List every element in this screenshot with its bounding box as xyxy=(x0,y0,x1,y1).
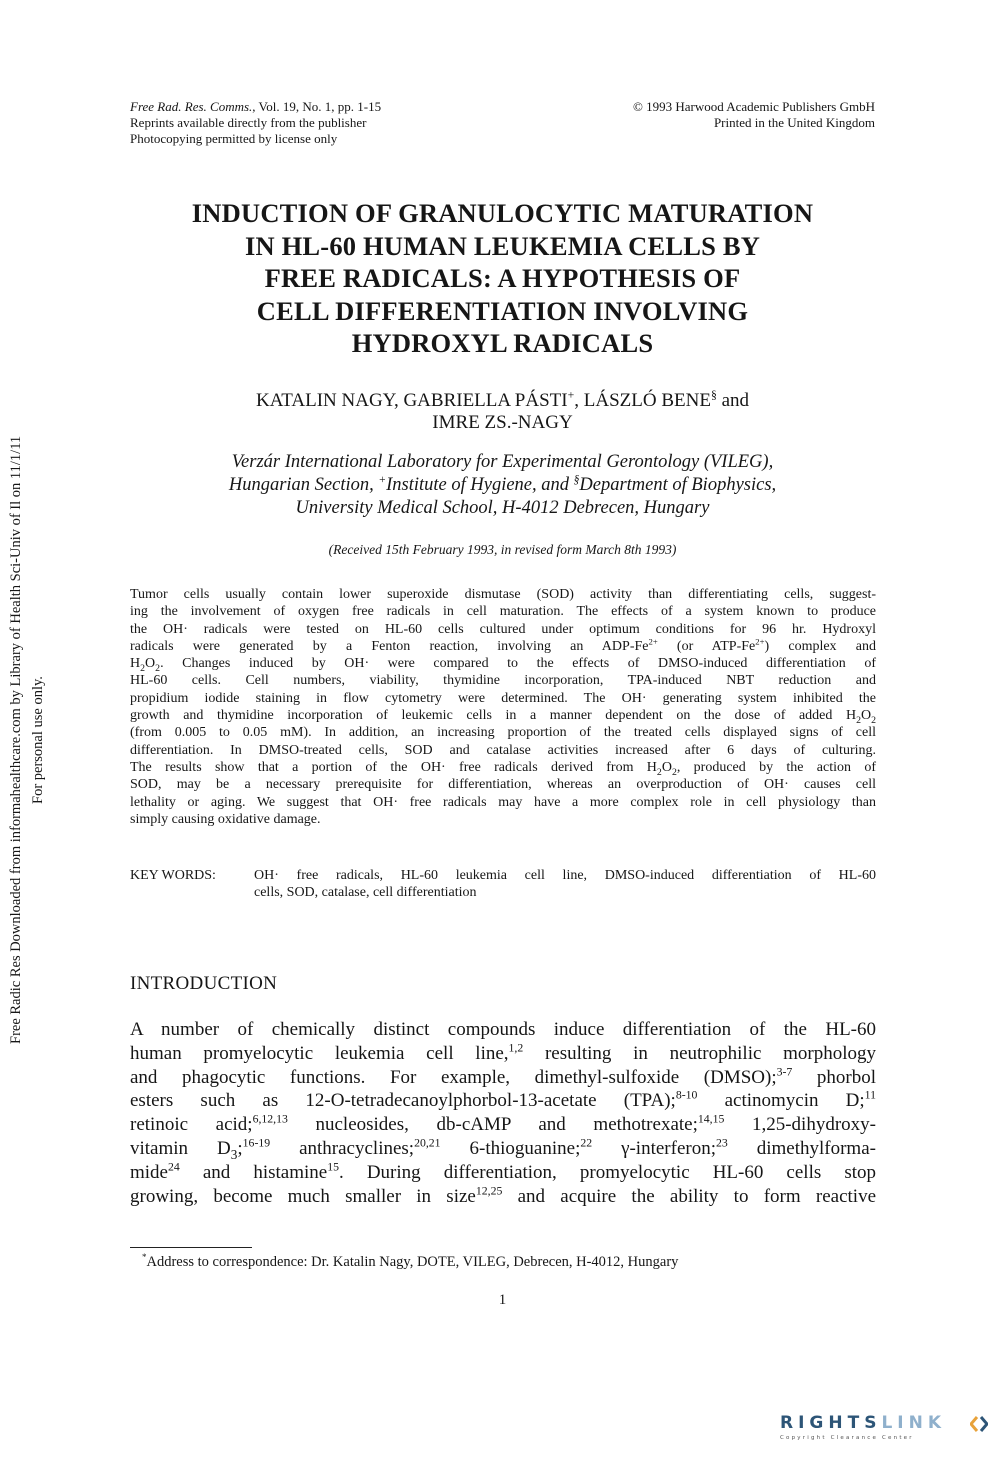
footnote-divider xyxy=(130,1247,252,1248)
journal-name: Free Rad. Res. Comms. xyxy=(130,99,253,114)
abstract xyxy=(130,586,876,828)
citation: 3-7 xyxy=(776,1065,793,1079)
subscript: 2 xyxy=(871,714,876,726)
logo-word-light: LINK xyxy=(881,1413,946,1433)
subscript: 2 xyxy=(856,714,861,726)
t: esters such as 12-O-tetradecanoylphorbol-13-acetate (TPA); xyxy=(130,1090,676,1112)
citation: 8-10 xyxy=(675,1089,698,1103)
citation: 23 xyxy=(716,1136,728,1150)
watermark-line-2: For personal use only. xyxy=(30,676,46,804)
intro-line xyxy=(130,1185,876,1209)
title-line: FREE RADICALS: A HYPOTHESIS OF xyxy=(264,263,741,293)
citation: 15 xyxy=(327,1160,339,1174)
t: vitamin D xyxy=(130,1137,231,1159)
t: resulting in neutrophilic morphology xyxy=(523,1042,876,1064)
printed-line: Printed in the United Kingdom xyxy=(713,115,875,130)
t: , produced by the action of xyxy=(676,759,876,775)
keywords-body xyxy=(254,867,876,902)
subscript: 2 xyxy=(671,766,677,778)
article-title xyxy=(130,197,875,360)
t: and phagocytic functions. For example, dimethyl-sulfoxide (DMSO); xyxy=(130,1066,777,1088)
keywords-line: cells, SOD, catalase, cell differentiation xyxy=(254,885,477,901)
subscript: 2 xyxy=(140,662,146,674)
author-mark: § xyxy=(710,388,717,402)
affil-text: Hungarian Section, xyxy=(228,475,379,495)
citation: 24 xyxy=(168,1160,180,1174)
abstract-line xyxy=(130,707,876,724)
abstract-line: the OH· radicals were tested on HL-60 cells cultured under optimum conditions for 96 hr. Hydroxyl xyxy=(130,621,876,637)
title-line: IN HL-60 HUMAN LEUKEMIA CELLS BY xyxy=(244,230,761,261)
ion-charge: 2+ xyxy=(755,636,765,647)
intro-line xyxy=(130,1066,876,1090)
author-list xyxy=(130,390,875,434)
citation: 12,25 xyxy=(475,1184,503,1198)
t: anthracyclines; xyxy=(270,1137,415,1159)
logo-arrows-icon xyxy=(970,1415,988,1433)
subscript: 2 xyxy=(656,766,662,778)
journal-volume: , Vol. 19, No. 1, pp. 1-15 xyxy=(252,99,382,114)
logo-wordmark xyxy=(780,1413,946,1433)
rightslink-logo[interactable] xyxy=(780,1413,990,1447)
t: and acquire the ability to form reactive xyxy=(502,1185,877,1207)
citation: 14,15 xyxy=(697,1112,725,1126)
abstract-line xyxy=(130,638,876,655)
subscript: 2 xyxy=(155,662,161,674)
intro-line xyxy=(130,1089,876,1113)
author-mark: + xyxy=(567,388,575,402)
footnote xyxy=(142,1254,678,1271)
affiliation xyxy=(130,451,875,520)
abstract-line: propidium iodide staining in flow cytometry were determined. The OH· generating system inhibited the xyxy=(130,690,876,706)
author-text: , LÁSZLÓ BENE xyxy=(574,390,711,411)
received-dates: (Received 15th February 1993, in revised form March 8th 1993) xyxy=(328,542,677,557)
t: growth and thymidine incorporation of leukemic cells in a manner dependent on the dose of added H xyxy=(130,708,857,724)
section-heading-introduction: INTRODUCTION xyxy=(130,973,278,994)
ion-charge: 2+ xyxy=(648,636,658,647)
affil-text: Department of Biophysics, xyxy=(579,475,777,495)
t: phorbol xyxy=(792,1066,876,1088)
intro-line xyxy=(130,1042,876,1066)
affiliation-line-1: Verzár International Laboratory for Experimental Gerontology (VILEG), xyxy=(231,452,774,472)
abstract-line: (from 0.005 to 0.05 mM). In addition, an increasing proportion of the treated cells displayed signs of cell xyxy=(130,725,876,741)
abstract-line: HL-60 cells. Cell numbers, viability, thymidine incorporation, TPA-induced NBT reduction and xyxy=(130,673,876,689)
logo-word-dark: RIGHTS xyxy=(780,1413,882,1433)
title-line: CELL DIFFERENTIATION INVOLVING xyxy=(256,295,749,326)
t: γ-interferon; xyxy=(592,1137,716,1159)
journal-header xyxy=(130,99,381,147)
abstract-line: ing the involvement of oxygen free radicals in cell maturation. The effects of a system known to produce xyxy=(130,604,876,620)
affiliation-line-3: University Medical School, H-4012 Debrecen, Hungary xyxy=(295,498,710,518)
t: O xyxy=(145,656,156,672)
t: retinoic acid; xyxy=(130,1114,253,1136)
t: ; xyxy=(237,1137,243,1159)
affiliation-line-2 xyxy=(130,474,875,497)
subscript: 3 xyxy=(230,1146,238,1162)
title-line: INDUCTION OF GRANULOCYTIC MATURATION xyxy=(191,198,814,228)
abstract-line: differentiation. In DMSO-treated cells, SOD and catalase activities increased after 6 days of culturing. xyxy=(130,742,876,758)
abstract-line: lethality or aging. We suggest that OH· free radicals may have a more complex role in cell physiology than xyxy=(130,794,876,810)
download-watermark xyxy=(5,380,51,1100)
citation: 22 xyxy=(580,1136,593,1150)
t: mide xyxy=(130,1161,168,1183)
t: and histamine xyxy=(179,1161,328,1183)
t: O xyxy=(661,759,672,775)
introduction-text xyxy=(130,1018,876,1208)
author-text: KATALIN NAGY, GABRIELLA PÁSTI xyxy=(255,390,568,411)
photocopy-note: Photocopying permitted by license only xyxy=(130,131,338,146)
authors-line-2: IMRE ZS.-NAGY xyxy=(432,412,573,433)
t: actinomycin D; xyxy=(697,1090,865,1112)
abstract-line: simply causing oxidative damage. xyxy=(130,811,321,827)
logo-subtitle: Copyright Clearance Center xyxy=(780,1435,914,1441)
keywords-label: KEY WORDS: xyxy=(130,868,216,883)
copyright-line: © 1993 Harwood Academic Publishers GmbH xyxy=(632,99,875,114)
publisher-header xyxy=(633,99,875,131)
intro-line xyxy=(130,1161,876,1185)
citation: 6,12,13 xyxy=(252,1112,288,1126)
citation: 11 xyxy=(864,1089,877,1103)
title-line: HYDROXYL RADICALS xyxy=(351,328,654,358)
citation: 16-19 xyxy=(242,1136,271,1150)
intro-line: A number of chemically distinct compounds induce differentiation of the HL-60 xyxy=(130,1019,876,1040)
citation: 1,2 xyxy=(508,1041,524,1055)
author-text: and xyxy=(716,390,750,411)
t: . During differentiation, promyelocytic HL-60 cells stop xyxy=(339,1161,877,1183)
t: human promyelocytic leukemia cell line, xyxy=(130,1042,509,1064)
keywords-line: OH· free radicals, HL-60 leukemia cell line, DMSO-induced differentiation of HL-60 xyxy=(254,868,876,883)
intro-line xyxy=(130,1137,876,1161)
t: nucleosides, db-cAMP and methotrexate; xyxy=(287,1114,698,1136)
citation: 20,21 xyxy=(414,1136,441,1150)
t: The results show that a portion of the OH· free radicals derived from H xyxy=(130,759,657,775)
t: (or ATP-Fe xyxy=(657,638,756,654)
page-number: 1 xyxy=(498,1292,507,1308)
watermark-line-1: Free Radic Res Downloaded from informahealthcare.com by Library of Health Sci-Univ of Il on 11/1/11 xyxy=(8,435,24,1045)
abstract-line: Tumor cells usually contain lower superoxide dismutase (SOD) activity than differentiating cells, suggest- xyxy=(130,587,876,602)
footnote-text: Address to correspondence: Dr. Katalin Nagy, DOTE, VILEG, Debrecen, H-4012, Hungary xyxy=(146,1254,679,1270)
t: H xyxy=(130,656,141,672)
abstract-line xyxy=(130,759,876,776)
t: ) complex and xyxy=(764,638,876,654)
affil-text: Institute of Hygiene, and xyxy=(386,475,574,495)
t: dimethylforma- xyxy=(727,1137,876,1159)
t: growing, become much smaller in size xyxy=(130,1185,476,1207)
footnote-mark: * xyxy=(142,1252,147,1263)
affil-mark: § xyxy=(573,473,580,486)
t: . Changes induced by OH· were compared to the effects of DMSO-induced differentiation of xyxy=(160,656,876,672)
t: radicals were generated by a Fenton reaction, involving an ADP-Fe xyxy=(130,638,649,654)
affil-mark: + xyxy=(378,473,387,486)
reprints-note: Reprints available directly from the publisher xyxy=(130,115,367,130)
journal-citation xyxy=(130,99,381,115)
intro-line xyxy=(130,1113,876,1137)
t: O xyxy=(860,708,872,724)
abstract-line xyxy=(130,655,876,672)
t: 6-thioguanine; xyxy=(440,1137,581,1159)
authors-line-1 xyxy=(130,390,875,412)
abstract-line: SOD, may be a necessary prerequisite for differentiation, whereas an overproduction of OH· causes cell xyxy=(130,777,876,793)
t: 1,25-dihydroxy- xyxy=(724,1114,876,1136)
